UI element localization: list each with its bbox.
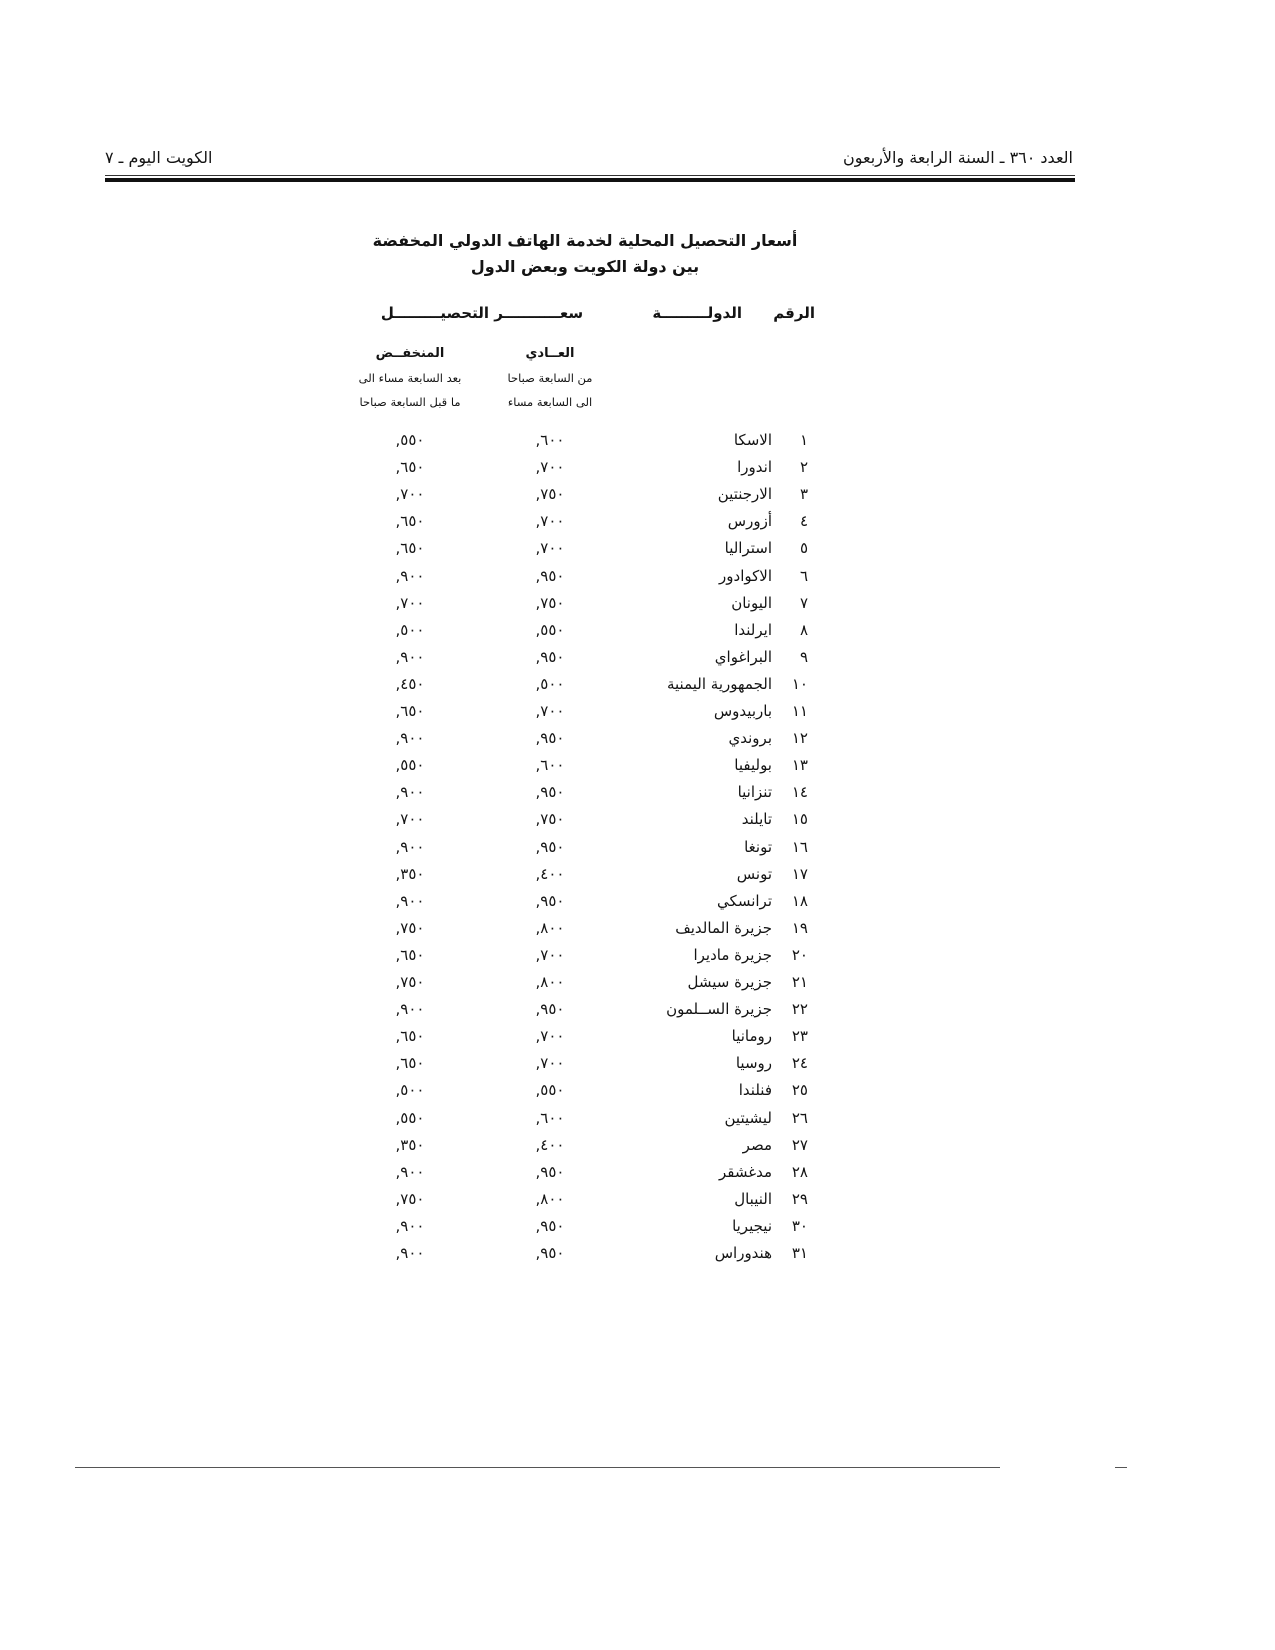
table-row (0, 1052, 1275, 1074)
row-number: ١٧ (791, 864, 808, 883)
header-issue-info: العدد ٣٦٠ ـ السنة الرابعة والأربعون (842, 148, 1073, 167)
footer-rule-segment (1115, 1467, 1127, 1468)
normal-rate-value: ,٧٥٠ (535, 593, 565, 612)
reduced-rate-value: ,٧٥٠ (395, 973, 425, 991)
country-name: النيبال (734, 1189, 772, 1208)
reduced-rate-value: ,٥٥٠ (395, 431, 425, 449)
table-row (0, 944, 1275, 966)
normal-rate-value: ,٥٥٠ (535, 620, 565, 639)
normal-rate-value: ,٥٠٠ (535, 674, 565, 693)
table-row (0, 808, 1275, 830)
table-row (0, 646, 1275, 668)
row-number: ٢٧ (791, 1135, 808, 1154)
normal-rate-value: ,٧٥٠ (535, 485, 565, 504)
row-number: ٢٤ (791, 1054, 808, 1073)
table-row (0, 917, 1275, 939)
column-header-country: الدولـــــــــة (652, 304, 742, 322)
reduced-rate-value: ,٥٠٠ (395, 1081, 425, 1100)
country-name: استراليا (724, 539, 772, 558)
reduced-rate-value: ,٥٥٠ (395, 756, 425, 775)
reduced-rate-value: ,٩٠٠ (395, 1000, 425, 1019)
normal-rate-period-end: الى السابعة مساء (507, 395, 593, 409)
country-name: بروندي (728, 729, 772, 748)
country-name: جزيرة الســلمون (666, 1000, 772, 1019)
table-row (0, 1079, 1275, 1101)
country-name: ليشيتين (724, 1108, 772, 1127)
row-number: ١٥ (791, 810, 808, 829)
header-rule-thick (105, 178, 1075, 182)
row-number: ١١ (791, 702, 808, 720)
country-name: ترانسكي (717, 891, 772, 910)
reduced-rate-value: ,٧٠٠ (395, 810, 425, 829)
country-name: جزيرة سيشل (687, 973, 772, 991)
normal-rate-value: ,٧٠٠ (535, 458, 565, 477)
row-number: ١ (799, 431, 808, 449)
table-row (0, 673, 1275, 695)
table-row (0, 890, 1275, 912)
table-row (0, 998, 1275, 1020)
row-number: ١٢ (791, 729, 808, 748)
row-number: ١٠ (791, 674, 808, 693)
normal-rate-value: ,٧٠٠ (535, 702, 565, 720)
reduced-rate-period-end: ما قبل السابعة صباحا (359, 395, 461, 409)
row-number: ٢٦ (791, 1108, 808, 1127)
reduced-rate-value: ,٣٥٠ (395, 1135, 425, 1154)
column-header-number: الرقم (773, 304, 815, 322)
row-number: ٢ (799, 458, 808, 477)
row-number: ١٩ (791, 918, 808, 937)
row-number: ١٨ (791, 891, 808, 910)
table-row (0, 971, 1275, 993)
country-name: الارجنتين (717, 485, 772, 504)
country-name: ايرلندا (734, 620, 772, 639)
country-name: اليونان (731, 593, 772, 612)
header-publication-page: الكويت اليوم ـ ٧ (105, 148, 213, 167)
row-number: ٥ (799, 539, 808, 558)
row-number: ٢٢ (791, 1000, 808, 1019)
reduced-rate-value: ,٩٠٠ (395, 891, 425, 910)
normal-rate-value: ,٨٠٠ (535, 918, 565, 937)
country-name: تايلند (741, 810, 772, 829)
row-number: ٢١ (791, 973, 808, 991)
country-name: هندوراس (714, 1244, 772, 1262)
reduced-rate-value: ,٦٥٠ (395, 539, 425, 558)
reduced-rate-value: ,٧٥٠ (395, 918, 425, 937)
reduced-rate-value: ,٦٥٠ (395, 458, 425, 477)
normal-rate-value: ,٨٠٠ (535, 973, 565, 991)
row-number: ٢٣ (791, 1027, 808, 1046)
table-row (0, 1134, 1275, 1156)
table-row (0, 565, 1275, 587)
normal-rate-value: ,٧٠٠ (535, 945, 565, 964)
table-subtitle: بين دولة الكويت وبعض الدول (470, 257, 700, 276)
table-row (0, 429, 1275, 451)
normal-rate-value: ,٩٥٠ (535, 729, 565, 748)
normal-rate-value: ,٩٥٠ (535, 1244, 565, 1262)
country-name: بوليفيا (734, 756, 772, 775)
table-title: أسعار التحصيل المحلية لخدمة الهاتف الدولي المخفضة (372, 231, 798, 250)
reduced-rate-value: ,٦٥٠ (395, 945, 425, 964)
reduced-rate-value: ,٥٠٠ (395, 620, 425, 639)
normal-rate-value: ,٦٠٠ (535, 1108, 565, 1127)
normal-rate-value: ,٩٥٠ (535, 783, 565, 802)
table-row (0, 727, 1275, 749)
reduced-rate-value: ,٦٥٠ (395, 1054, 425, 1073)
footer-rule (75, 1467, 1000, 1468)
normal-rate-value: ,٩٥٠ (535, 566, 565, 585)
country-name: الجمهورية اليمنية (666, 674, 772, 693)
country-name: تونس (736, 864, 772, 883)
normal-rate-value: ,٩٥٠ (535, 1000, 565, 1019)
reduced-rate-period-start: بعد السابعة مساء الى (358, 371, 462, 385)
normal-rate-period-start: من السابعة صباحا (507, 371, 593, 385)
normal-rate-value: ,٧٠٠ (535, 539, 565, 558)
reduced-rate-label: المنخفــض (375, 346, 445, 361)
country-name: البراغواي (714, 647, 772, 666)
reduced-rate-value: ,٧٠٠ (395, 593, 425, 612)
country-name: مصر (742, 1135, 772, 1154)
row-number: ١٣ (791, 756, 808, 775)
table-row (0, 456, 1275, 478)
country-name: اندورا (737, 458, 772, 477)
reduced-rate-value: ,٦٥٠ (395, 512, 425, 531)
row-number: ٢٨ (791, 1162, 808, 1181)
table-row (0, 781, 1275, 803)
reduced-rate-value: ,٩٠٠ (395, 729, 425, 748)
table-row (0, 619, 1275, 641)
country-name: فنلندا (738, 1081, 772, 1100)
table-row (0, 510, 1275, 532)
normal-rate-value: ,٦٠٠ (535, 756, 565, 775)
country-name: جزيرة ماديرا (693, 945, 772, 964)
row-number: ٣٠ (791, 1216, 808, 1235)
reduced-rate-value: ,٤٥٠ (395, 674, 425, 693)
table-row (0, 1215, 1275, 1237)
row-number: ١٦ (791, 837, 808, 856)
row-number: ٢٥ (791, 1081, 808, 1100)
country-name: تونغا (744, 837, 772, 856)
row-number: ٨ (799, 620, 808, 639)
reduced-rate-value: ,٩٠٠ (395, 1162, 425, 1181)
country-name: رومانيا (731, 1027, 772, 1046)
row-number: ٣ (799, 485, 808, 504)
table-row (0, 836, 1275, 858)
reduced-rate-value: ,٩٠٠ (395, 1244, 425, 1262)
normal-rate-value: ,٩٥٠ (535, 1162, 565, 1181)
normal-rate-value: ,٧٠٠ (535, 512, 565, 531)
reduced-rate-value: ,٧٠٠ (395, 485, 425, 504)
table-row (0, 754, 1275, 776)
normal-rate-value: ,٤٠٠ (535, 864, 565, 883)
table-row (0, 1161, 1275, 1183)
row-number: ١٤ (791, 783, 808, 802)
table-row (0, 1025, 1275, 1047)
reduced-rate-value: ,٧٥٠ (395, 1189, 425, 1208)
table-row (0, 592, 1275, 614)
row-number: ٤ (799, 512, 808, 531)
reduced-rate-value: ,٩٠٠ (395, 783, 425, 802)
row-number: ٣١ (791, 1244, 808, 1262)
normal-rate-value: ,٧٠٠ (535, 1054, 565, 1073)
header-rule-thin (105, 175, 1075, 176)
reduced-rate-value: ,٩٠٠ (395, 837, 425, 856)
normal-rate-value: ,٩٥٠ (535, 647, 565, 666)
country-name: الاسكا (733, 431, 772, 449)
table-row (0, 1107, 1275, 1129)
row-number: ٦ (799, 566, 808, 585)
table-row (0, 1242, 1275, 1264)
row-number: ٩ (799, 647, 808, 666)
normal-rate-value: ,٦٠٠ (535, 431, 565, 449)
country-name: جزيرة المالديف (675, 918, 772, 937)
table-row (0, 537, 1275, 559)
row-number: ٢٠ (791, 945, 808, 964)
normal-rate-value: ,٧٥٠ (535, 810, 565, 829)
country-name: مدغشقر (719, 1162, 772, 1181)
normal-rate-value: ,٩٥٠ (535, 837, 565, 856)
table-row (0, 863, 1275, 885)
normal-rate-value: ,٥٥٠ (535, 1081, 565, 1100)
table-row (0, 1188, 1275, 1210)
reduced-rate-value: ,٦٥٠ (395, 702, 425, 720)
reduced-rate-value: ,٦٥٠ (395, 1027, 425, 1046)
column-header-rate: سعـــــــــــر التحصيـــــــــل (380, 304, 584, 322)
reduced-rate-value: ,٩٠٠ (395, 1216, 425, 1235)
country-name: أزورس (727, 512, 772, 531)
reduced-rate-value: ,٩٠٠ (395, 566, 425, 585)
reduced-rate-value: ,٣٥٠ (395, 864, 425, 883)
reduced-rate-value: ,٩٠٠ (395, 647, 425, 666)
normal-rate-value: ,٩٥٠ (535, 1216, 565, 1235)
row-number: ٢٩ (791, 1189, 808, 1208)
country-name: تنزانيا (737, 783, 772, 802)
country-name: نيجيريا (732, 1216, 772, 1235)
normal-rate-value: ,٤٠٠ (535, 1135, 565, 1154)
table-row (0, 483, 1275, 505)
normal-rate-value: ,٨٠٠ (535, 1189, 565, 1208)
table-row (0, 700, 1275, 722)
row-number: ٧ (799, 593, 808, 612)
normal-rate-value: ,٧٠٠ (535, 1027, 565, 1046)
normal-rate-label: العــادي (525, 346, 575, 361)
country-name: الاكوادور (719, 566, 772, 585)
reduced-rate-value: ,٥٥٠ (395, 1108, 425, 1127)
normal-rate-value: ,٩٥٠ (535, 891, 565, 910)
country-name: روسيا (735, 1054, 772, 1073)
country-name: باربيدوس (713, 702, 772, 720)
